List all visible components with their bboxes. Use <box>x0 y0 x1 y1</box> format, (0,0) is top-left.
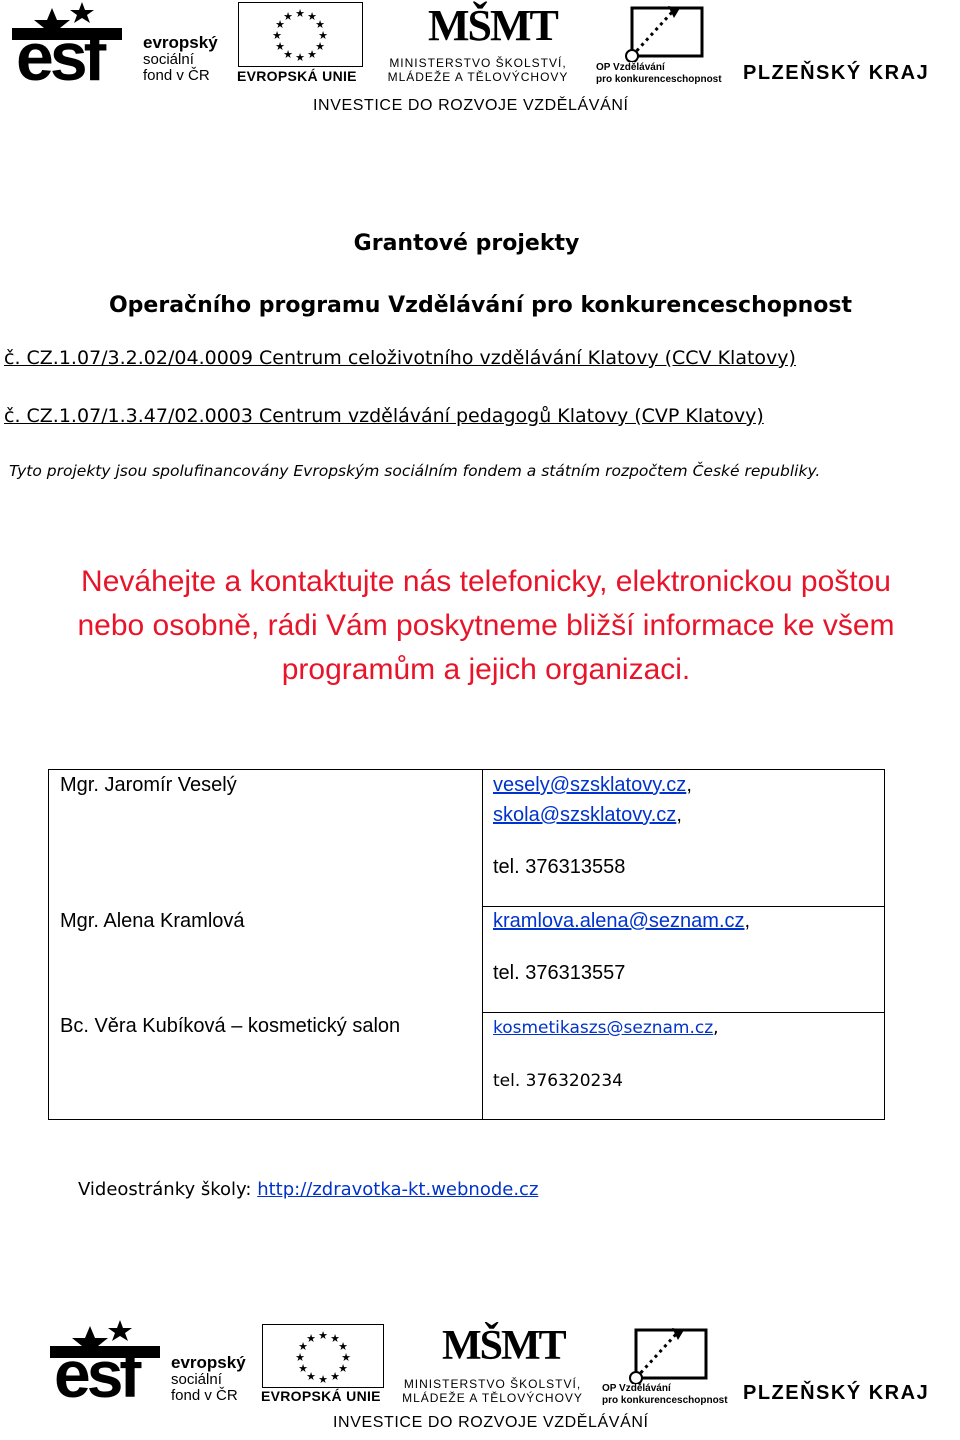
email-text[interactable]: vesely@szsklatovy.cz <box>493 774 687 796</box>
contact-name: Bc. Věra Kubíková – kosmetický salon <box>60 1015 401 1037</box>
svg-text:★: ★ <box>330 1370 340 1383</box>
contact-phone: tel. 376320234 <box>493 1071 623 1091</box>
project-code: č. CZ.1.07/3.2.02/04. <box>4 347 205 369</box>
contact-email-link[interactable] <box>493 1018 719 1038</box>
op-caption <box>596 62 722 86</box>
op-logo <box>602 1324 738 1406</box>
video-pages <box>78 1179 538 1200</box>
op-line2: pro konkurenceschopnost <box>596 74 722 85</box>
contact-email-link[interactable] <box>493 804 682 827</box>
page-title: Grantové projekty <box>353 231 580 256</box>
investice-caption: INVESTICE DO ROZVOJE VZDĚLÁVÁNÍ <box>313 97 629 114</box>
eu-label: EVROPSKÁ UNIE <box>237 68 357 84</box>
svg-text:★: ★ <box>341 1351 351 1364</box>
table-divider <box>482 770 483 1119</box>
email-text[interactable]: kosmetikaszs@seznam.cz <box>493 1018 714 1038</box>
op-line1: OP Vzdělávání <box>602 1383 671 1394</box>
svg-text:★: ★ <box>315 40 325 53</box>
esf-line2: sociální <box>171 1370 222 1388</box>
svg-text:★: ★ <box>318 29 328 42</box>
page-subtitle: Operačního programu Vzdělávání pro konkurenceschopnost <box>108 293 852 318</box>
svg-text:★: ★ <box>295 7 305 20</box>
svg-text:★: ★ <box>275 18 285 31</box>
svg-text:★: ★ <box>298 1340 308 1353</box>
esf-mark: esf <box>16 19 103 95</box>
msmt-line2: MLÁDEŽE A TĚLOVÝCHOVY <box>387 69 569 84</box>
op-line2: pro konkurenceschopnost <box>602 1395 728 1406</box>
contact-message <box>0 560 960 692</box>
project-code: č. CZ.1.07/1.3.47/02. <box>4 405 205 427</box>
contact-phone: tel. 376313558 <box>493 856 626 878</box>
msmt-mark: MŠMT <box>442 1323 565 1369</box>
msmt-caption <box>372 57 584 85</box>
table-divider <box>482 1012 884 1013</box>
contact-email-link[interactable] <box>493 910 750 933</box>
op-logo <box>596 2 736 86</box>
svg-text:★: ★ <box>307 10 317 23</box>
eu-label: EVROPSKÁ UNIE <box>261 1388 381 1404</box>
project-line-2 <box>4 405 764 427</box>
esf-logo <box>50 1318 260 1411</box>
esf-line3: fond v ČR <box>143 66 210 84</box>
contact-name: Mgr. Jaromír Veselý <box>60 774 237 796</box>
eu-flag-icon <box>262 1324 384 1388</box>
msmt-caption <box>390 1378 595 1406</box>
contact-name: Mgr. Alena Kramlová <box>60 910 245 932</box>
video-label: Videostránky školy: <box>78 1179 252 1200</box>
esf-line3: fond v ČR <box>171 1386 238 1404</box>
eu-logo <box>238 2 364 88</box>
separator: , <box>686 774 692 796</box>
msmt-line2: MLÁDEŽE A TĚLOVÝCHOVY <box>402 1390 583 1405</box>
esf-mark: esf <box>54 1337 138 1411</box>
svg-text:★: ★ <box>306 1370 316 1383</box>
msmt-line1: MINISTERSTVO ŠKOLSTVÍ, <box>389 56 567 70</box>
investice-caption: INVESTICE DO ROZVOJE VZDĚLÁVÁNÍ <box>333 1414 649 1431</box>
svg-text:★: ★ <box>338 1340 348 1353</box>
plzensky-kraj-logo: PLZEŇSKÝ KRAJ <box>743 1382 930 1404</box>
svg-text:★: ★ <box>283 10 293 23</box>
svg-text:★: ★ <box>315 18 325 31</box>
contact-message-line3: programům a jejich organizaci. <box>281 653 691 686</box>
op-line1: OP Vzdělávání <box>596 62 665 73</box>
esf-line1: evropský <box>171 1353 246 1372</box>
contact-message-line1: Neváhejte a kontaktujte nás telefonicky, elektronickou poštou <box>81 565 891 598</box>
separator: , <box>744 910 751 932</box>
svg-text:★: ★ <box>272 29 282 42</box>
project-name: 0003 Centrum vzdělávání pedagogů Klatovy (CVP Klatovy) <box>204 405 764 427</box>
op-caption <box>602 1383 728 1407</box>
project-name: 0009 Centrum celoživotního vzdělávání Klatovy (CCV Klatovy) <box>204 347 796 369</box>
svg-text:★: ★ <box>275 40 285 53</box>
svg-text:★: ★ <box>330 1332 340 1345</box>
eu-logo <box>262 1324 386 1410</box>
contacts-table <box>48 769 885 1120</box>
svg-text:★: ★ <box>295 1351 305 1364</box>
top-logo-bar <box>0 0 960 122</box>
bottom-logo-bar <box>0 1318 960 1440</box>
msmt-logo <box>390 1322 595 1408</box>
table-divider <box>482 906 884 907</box>
svg-text:★: ★ <box>298 1362 308 1375</box>
svg-text:★: ★ <box>307 48 317 61</box>
cofinancing-note: Tyto projekty jsou spolufinancovány Evropským sociálním fondem a státním rozpočtem České republiky. <box>9 462 821 480</box>
svg-text:★: ★ <box>306 1332 316 1345</box>
separator: , <box>676 804 682 826</box>
svg-text:★: ★ <box>318 1373 328 1386</box>
project-line-1 <box>4 347 796 369</box>
contact-phone: tel. 376313557 <box>493 962 626 984</box>
op-arrow-icon <box>628 1324 718 1384</box>
svg-text:★: ★ <box>318 1329 328 1342</box>
email-text[interactable]: kramlova.alena@seznam.cz <box>493 910 745 932</box>
esf-line2: sociální <box>143 50 194 68</box>
esf-logo <box>12 0 237 95</box>
svg-text:★: ★ <box>338 1362 348 1375</box>
eu-flag-icon <box>238 2 363 67</box>
contact-email-link[interactable] <box>493 774 692 797</box>
separator: , <box>713 1018 719 1038</box>
op-arrow-icon <box>624 2 714 62</box>
msmt-line1: MINISTERSTVO ŠKOLSTVÍ, <box>403 1377 582 1391</box>
esf-caption <box>143 34 218 83</box>
msmt-mark: MŠMT <box>428 1 557 50</box>
plzensky-kraj-logo: PLZEŇSKÝ KRAJ <box>743 62 930 84</box>
msmt-logo <box>372 0 584 86</box>
email-text[interactable]: skola@szsklatovy.cz <box>493 804 677 826</box>
esf-caption <box>171 1354 246 1403</box>
contact-message-line2: nebo osobně, rádi Vám poskytneme bližší informace ke všem <box>77 609 895 642</box>
esf-line1: evropský <box>143 33 218 52</box>
svg-text:★: ★ <box>295 51 305 64</box>
svg-text:★: ★ <box>283 48 293 61</box>
video-link[interactable]: http://zdravotka-kt.webnode.cz <box>257 1179 539 1200</box>
